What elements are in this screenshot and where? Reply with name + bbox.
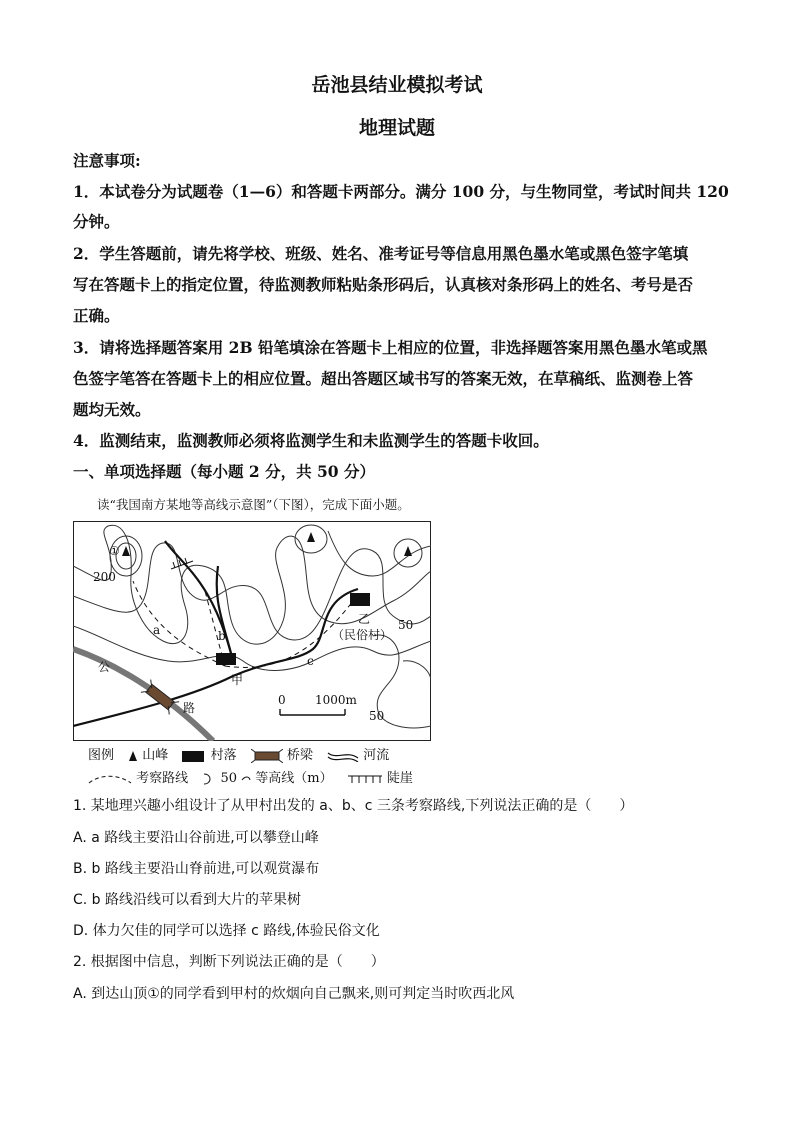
legend-village-label: 村落 <box>210 748 237 763</box>
legend-cliff-label: 陡崖 <box>386 771 413 786</box>
cliff-icon <box>347 773 383 785</box>
note-3-line-3: 题均无效。 <box>73 400 151 419</box>
legend-cliff <box>347 767 413 786</box>
legend-peak <box>128 744 168 763</box>
bridge-icon <box>251 749 283 763</box>
contour-icon-tail <box>241 772 251 786</box>
note-1-line-1: 1．本试卷分为试题卷（1—6）和答题卡两部分。满分 100 分，与生物同堂，考试时间共 120 <box>73 182 729 201</box>
legend-route-label: 考察路线 <box>136 771 189 786</box>
question-1-option-a: A. a 路线主要沿山谷前进,可以攀登山峰 <box>73 830 319 846</box>
section-title: 一、单项选择题（每小题 2 分，共 50 分） <box>73 462 375 481</box>
village-icon <box>182 750 206 762</box>
village-yi-marker <box>350 593 370 606</box>
legend-row-1 <box>88 744 399 763</box>
contour-map <box>73 521 431 741</box>
exam-title: 岳池县结业模拟考试 <box>311 74 483 96</box>
scale-length-label: 1000m <box>315 693 357 707</box>
legend-peak-label: 山峰 <box>142 748 169 763</box>
note-2-line-2: 写在答题卡上的指定位置，待监测教师粘贴条形码后，认真核对条形码上的姓名、考号是否 <box>73 275 694 294</box>
peak-1-label: ① <box>109 544 120 558</box>
contour-label-50-a: 50 <box>398 618 414 632</box>
question-2-option-a: A. 到达山顶①的同学看到甲村的炊烟向自己飘来,则可判定当时吹西北风 <box>73 986 515 1002</box>
contour-label-50-b: 50 <box>369 709 385 723</box>
route-icon <box>88 773 132 785</box>
legend-contour-number: 50 <box>220 771 237 786</box>
question-1-option-b: B. b 路线主要沿山脊前进,可以观赏瀑布 <box>73 861 320 877</box>
question-2-stem: 2. 根据图中信息，判断下列说法正确的是（ ） <box>73 954 385 970</box>
note-4-line-1: 4．监测结束，监测教师必须将监测学生和未监测学生的答题卡收回。 <box>73 431 549 450</box>
peak-icon <box>128 750 138 762</box>
legend-river <box>327 744 389 763</box>
village-jia-marker <box>216 653 236 665</box>
contour-label-200: 200 <box>93 570 116 584</box>
scale-zero-label: 0 <box>278 693 286 707</box>
legend-river-label: 河流 <box>363 748 390 763</box>
contour-icon <box>202 772 216 786</box>
note-1-line-2: 分钟。 <box>73 212 120 231</box>
legend-contour-label: 等高线（m） <box>255 771 333 786</box>
note-3-line-2: 色签字笔答在答题卡上的相应位置。超出答题区域书写的答案无效，在草稿纸、监测卷上答 <box>73 369 694 388</box>
route-a-label: a <box>153 623 161 637</box>
section-intro: 读“我国南方某地等高线示意图”（下图），完成下面小题。 <box>97 497 410 512</box>
route-c-label: c <box>307 654 314 668</box>
river-icon <box>327 750 359 762</box>
folk-village-label: （民俗村） <box>332 628 393 642</box>
note-3-line-1: 3．请将选择题答案用 2B 铅笔填涂在答题卡上相应的位置，非选择题答案用黑色墨水笔或黑 <box>73 338 708 357</box>
note-2-line-1: 2．学生答题前，请先将学校、班级、姓名、准考证号等信息用黑色墨水笔或黑色签字笔填 <box>73 244 689 263</box>
legend-route <box>88 767 188 786</box>
legend-village <box>182 744 236 763</box>
question-1-option-c: C. b 路线沿线可以看到大片的苹果树 <box>73 892 302 908</box>
question-1-option-d: D. 体力欠佳的同学可以选择 c 路线,体验民俗文化 <box>73 923 380 939</box>
village-jia-label: 甲 <box>231 673 244 687</box>
legend-title: 图例 <box>88 748 115 763</box>
legend-row-2 <box>88 767 423 786</box>
legend-bridge-label: 桥梁 <box>286 748 313 763</box>
legend-contour <box>202 767 332 786</box>
subject-title: 地理试题 <box>358 117 435 139</box>
note-2-line-3: 正确。 <box>73 306 120 325</box>
village-yi-label: 乙 <box>358 612 371 626</box>
route-b-label: b <box>218 629 226 643</box>
legend-bridge <box>251 744 313 763</box>
road-label-1: 公 <box>98 660 111 674</box>
notes-heading: 注意事项: <box>73 151 141 170</box>
road-label-2: 路 <box>183 701 196 715</box>
question-1-stem: 1. 某地理兴趣小组设计了从甲村出发的 a、b、c 三条考察路线,下列说法正确的是（ ） <box>73 798 634 814</box>
